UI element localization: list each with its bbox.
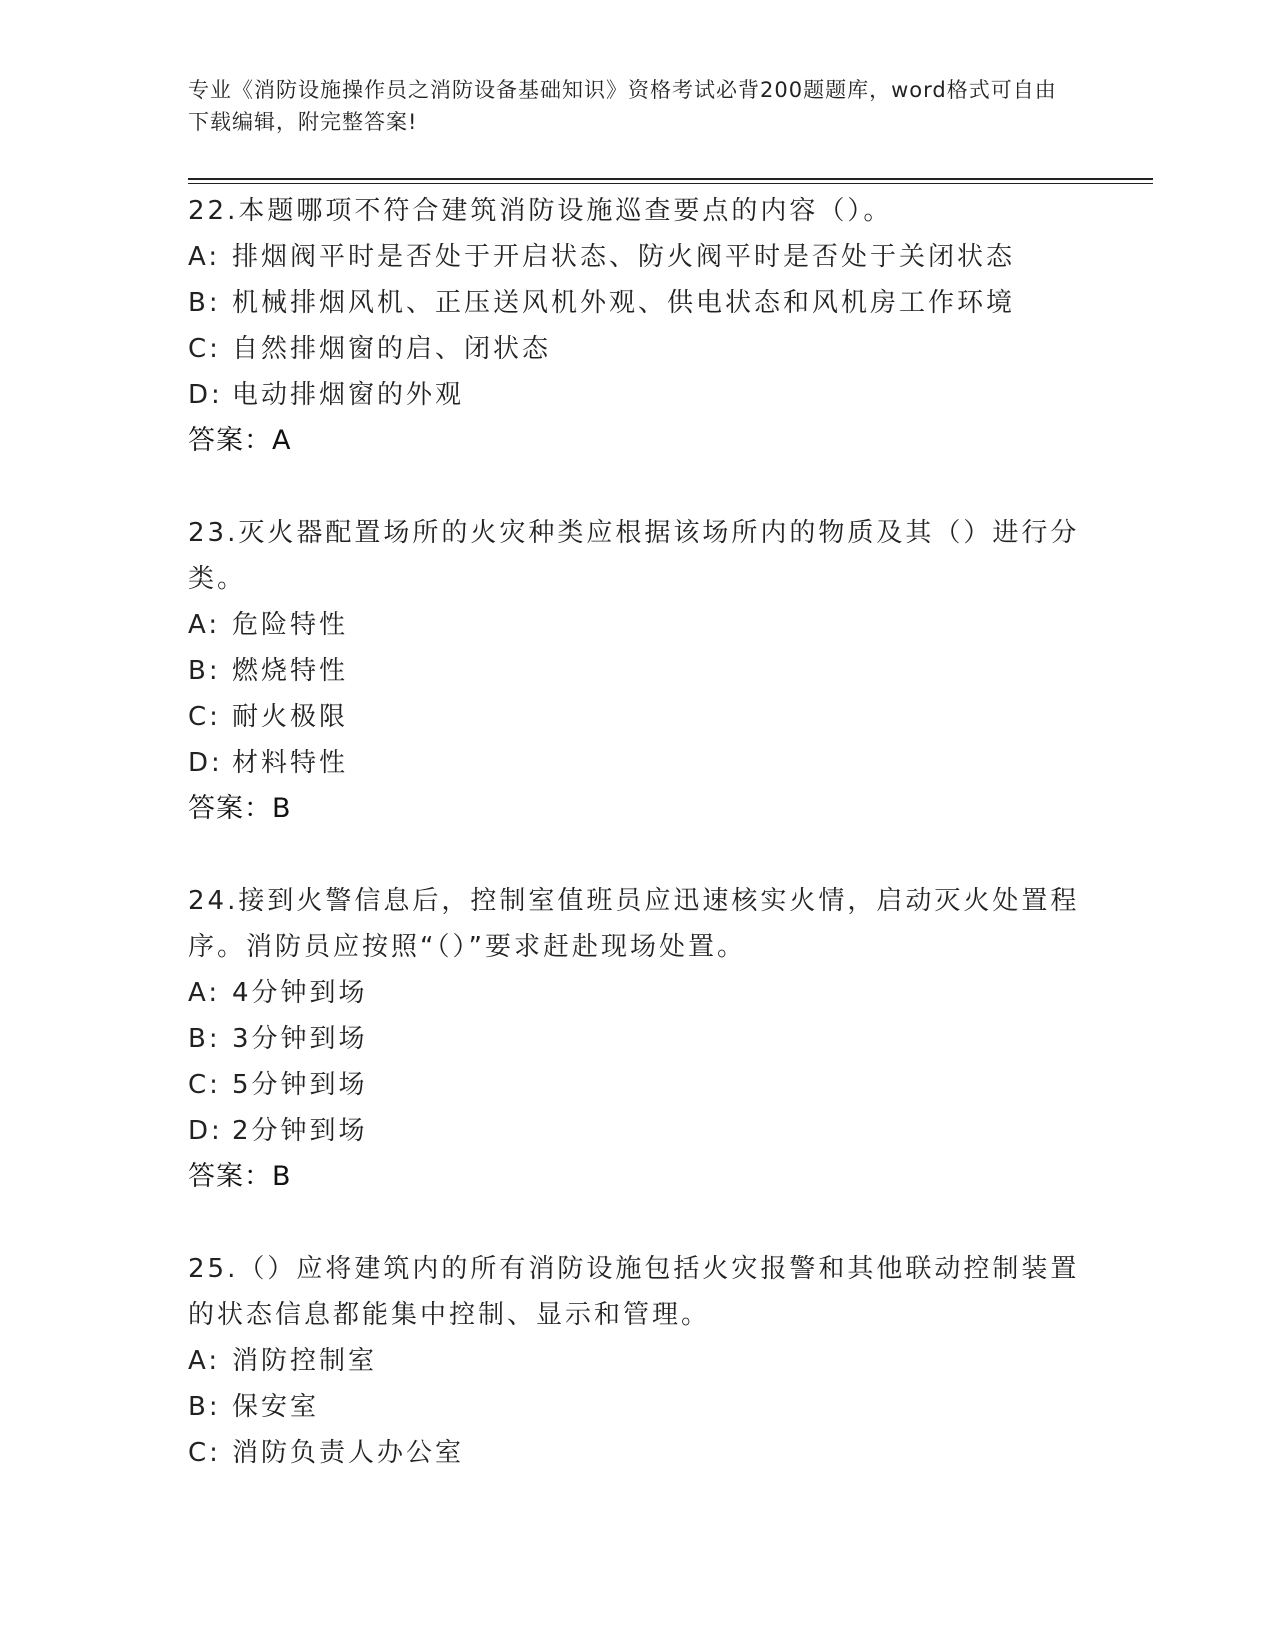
question-list [188, 188, 1088, 1476]
option-text: 消防负责人办公室 [232, 1438, 465, 1468]
option-d [188, 372, 1088, 418]
option-letter: C: [188, 702, 221, 732]
spacer [188, 832, 1088, 878]
option-text: 自然排烟窗的启、闭状态 [232, 334, 552, 364]
question-23 [188, 510, 1088, 832]
option-c [188, 694, 1088, 740]
question-stem: 25.（）应将建筑内的所有消防设施包括火灾报警和其他联动控制装置的状态信息都能集中控制、显示和管理。 [188, 1254, 1080, 1330]
option-letter: C: [188, 1438, 221, 1468]
answer-line: 答案：A [188, 425, 292, 456]
option-letter: A: [188, 978, 221, 1008]
option-c [188, 326, 1088, 372]
option-d [188, 1108, 1088, 1154]
option-text: 4分钟到场 [232, 978, 368, 1008]
option-letter: B: [188, 288, 221, 318]
option-letter: A: [188, 242, 221, 272]
question-stem: 24.接到火警信息后，控制室值班员应迅速核实火情，启动灭火处置程序。消防员应按照“（）”要求赶赴现场处置。 [188, 886, 1080, 962]
option-b [188, 1384, 1088, 1430]
option-text: 2分钟到场 [232, 1116, 368, 1146]
option-letter: C: [188, 334, 221, 364]
option-letter: D: [188, 748, 223, 778]
option-letter: B: [188, 656, 221, 686]
option-text: 5分钟到场 [232, 1070, 368, 1100]
header-divider-thin [188, 183, 1153, 184]
question-24 [188, 878, 1088, 1200]
option-text: 耐火极限 [232, 702, 349, 732]
option-a [188, 234, 1088, 280]
option-text: 燃烧特性 [232, 656, 349, 686]
option-text: 排烟阀平时是否处于开启状态、防火阀平时是否处于关闭状态 [232, 242, 1016, 272]
option-text: 消防控制室 [232, 1346, 378, 1376]
option-text: 保安室 [232, 1392, 320, 1422]
spacer [188, 464, 1088, 510]
question-22 [188, 188, 1088, 464]
option-text: 危险特性 [232, 610, 349, 640]
answer-line: 答案：B [188, 1161, 292, 1192]
option-letter: C: [188, 1070, 221, 1100]
option-c [188, 1430, 1088, 1476]
option-a [188, 970, 1088, 1016]
option-letter: D: [188, 1116, 223, 1146]
option-a [188, 602, 1088, 648]
header-divider-thick [188, 178, 1153, 180]
question-stem: 23.灭火器配置场所的火灾种类应根据该场所内的物质及其（）进行分类。 [188, 518, 1080, 594]
question-25 [188, 1246, 1088, 1476]
question-stem: 22.本题哪项不符合建筑消防设施巡查要点的内容（）。 [188, 196, 893, 226]
option-d [188, 740, 1088, 786]
option-text: 3分钟到场 [232, 1024, 368, 1054]
option-letter: B: [188, 1392, 221, 1422]
spacer [188, 1200, 1088, 1246]
option-c [188, 1062, 1088, 1108]
option-text: 材料特性 [232, 748, 349, 778]
option-text: 机械排烟风机、正压送风机外观、供电状态和风机房工作环境 [232, 288, 1016, 318]
option-letter: D: [188, 380, 223, 410]
option-letter: A: [188, 610, 221, 640]
option-b [188, 1016, 1088, 1062]
option-letter: B: [188, 1024, 221, 1054]
answer-line: 答案：B [188, 793, 292, 824]
option-b [188, 648, 1088, 694]
option-text: 电动排烟窗的外观 [232, 380, 465, 410]
option-a [188, 1338, 1088, 1384]
option-b [188, 280, 1088, 326]
option-letter: A: [188, 1346, 221, 1376]
document-header: 专业《消防设施操作员之消防设备基础知识》资格考试必背200题题库，word格式可自由下载编辑，附完整答案! [188, 78, 1057, 134]
